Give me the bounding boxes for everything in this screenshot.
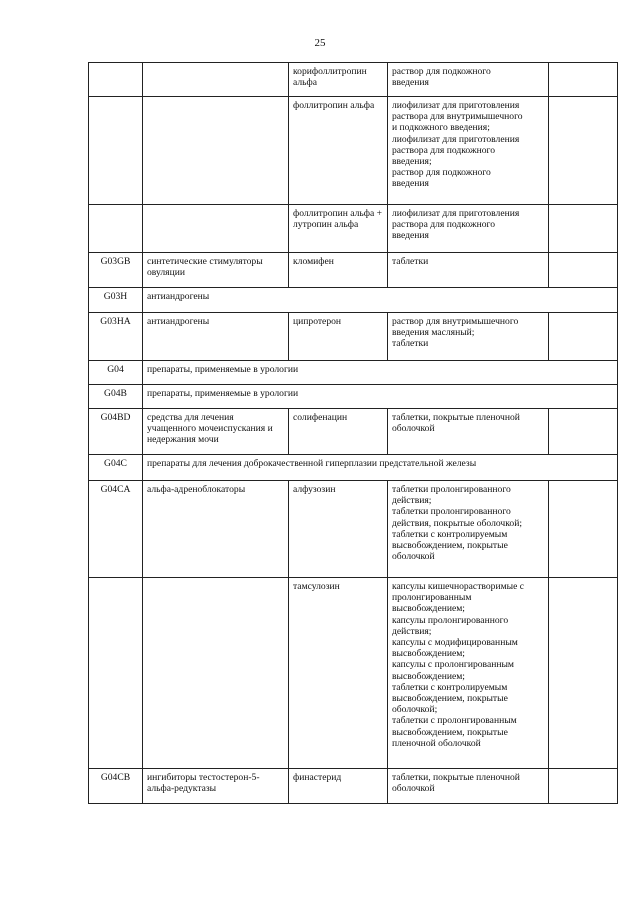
drug-name-cell: алфузозин: [289, 481, 388, 578]
dosage-form-line: оболочкой;: [392, 704, 438, 716]
dosage-form-line: таблетки: [392, 256, 429, 267]
page-number: 25: [314, 37, 326, 49]
dosage-form-line: высвобождением;: [392, 603, 465, 615]
dosage-form-cell: [388, 63, 549, 97]
atc-code-cell: [89, 63, 143, 97]
dosage-form-line: введения: [392, 77, 429, 89]
dosage-form-line: пролонгированным: [392, 592, 472, 604]
dosage-form-line: раствор для подкожного: [392, 167, 491, 179]
dosage-form-line: действия;: [392, 625, 432, 637]
dosage-form-line: капсулы кишечнорастворимые с: [392, 581, 525, 592]
table-row: [89, 63, 618, 97]
dosage-form-line: действия, покрытые оболочкой;: [392, 517, 523, 529]
dosage-form-line: таблетки с контролируемым: [392, 681, 508, 693]
dosage-form-cell: [388, 409, 549, 455]
drug-name-cell: корифоллитропин альфа: [289, 63, 388, 97]
group-name-cell: препараты, применяемые в урологии: [143, 385, 618, 409]
empty-cell: [549, 63, 618, 97]
empty-cell: [549, 769, 618, 804]
atc-code-cell: G03GB: [89, 253, 143, 288]
atc-code-cell: G03HA: [89, 313, 143, 361]
dosage-form-line: введения: [392, 230, 429, 242]
dosage-form-cell: [388, 769, 549, 804]
empty-cell: [549, 578, 618, 769]
empty-cell: [549, 205, 618, 253]
dosage-form-cell: [388, 578, 549, 769]
group-name-cell: средства для лечения учащенного мочеиспускания и недержания мочи: [143, 409, 289, 455]
dosage-form-cell: [388, 481, 549, 578]
dosage-form-line: таблетки: [392, 338, 429, 350]
dosage-form-line: и подкожного введения;: [392, 122, 490, 134]
empty-cell: [549, 409, 618, 455]
dosage-form-line: раствор для внутримышечного: [392, 316, 519, 327]
atc-code-cell: G04: [89, 361, 143, 385]
table-row: [89, 313, 618, 361]
drug-name-cell: финастерид: [289, 769, 388, 804]
group-name-cell: препараты для лечения доброкачественной гиперплазии предстательной железы: [143, 455, 618, 481]
dosage-form-line: раствора для подкожного: [392, 144, 496, 156]
table-row: [89, 481, 618, 578]
dosage-form-line: капсулы с пролонгированным: [392, 659, 515, 671]
drug-name-cell: тамсулозин: [289, 578, 388, 769]
atc-code-cell: G03H: [89, 288, 143, 313]
dosage-form-line: оболочкой: [392, 551, 435, 563]
dosage-form-cell: [388, 205, 549, 253]
atc-code-cell: [89, 205, 143, 253]
group-name-cell: синтетические стимуляторы овуляции: [143, 253, 289, 288]
group-name-cell: препараты, применяемые в урологии: [143, 361, 618, 385]
dosage-form-line: введения: [392, 178, 429, 190]
dosage-form-line: пленочной оболочкой: [392, 737, 481, 749]
dosage-form-line: лиофилизат для приготовления: [392, 100, 520, 111]
table-row: [89, 578, 618, 769]
atc-code-cell: G04B: [89, 385, 143, 409]
dosage-form-line: оболочкой: [392, 783, 435, 795]
atc-code-cell: G04CB: [89, 769, 143, 804]
dosage-form-line: высвобождением, покрытые: [392, 693, 508, 705]
table-row: [89, 288, 618, 313]
atc-code-cell: G04C: [89, 455, 143, 481]
empty-cell: [549, 313, 618, 361]
dosage-form-line: раствора для внутримышечного: [392, 111, 523, 123]
dosage-form-line: действия;: [392, 495, 432, 507]
dosage-form-line: таблетки, покрытые пленочной: [392, 412, 520, 423]
atc-code-cell: G04CA: [89, 481, 143, 578]
dosage-form-cell: [388, 313, 549, 361]
table-row: [89, 361, 618, 385]
dosage-form-line: введения масляный;: [392, 327, 475, 339]
group-name-cell: альфа-адреноблокаторы: [143, 481, 289, 578]
dosage-form-cell: [388, 97, 549, 205]
drug-name-cell: ципротерон: [289, 313, 388, 361]
dosage-form-line: лиофилизат для приготовления: [392, 133, 520, 145]
table-row: [89, 253, 618, 288]
atc-code-cell: [89, 578, 143, 769]
dosage-form-line: таблетки, покрытые пленочной: [392, 772, 520, 783]
table-row: [89, 409, 618, 455]
dosage-form-line: раствора для подкожного: [392, 219, 496, 231]
table-row: [89, 385, 618, 409]
dosage-form-line: таблетки с пролонгированным: [392, 715, 517, 727]
drug-name-cell: солифенацин: [289, 409, 388, 455]
dosage-form-line: капсулы пролонгированного: [392, 614, 509, 626]
dosage-form-line: высвобождением;: [392, 648, 465, 660]
dosage-form-line: высвобождением, покрытые: [392, 726, 508, 738]
dosage-form-line: высвобождением, покрытые: [392, 540, 508, 552]
dosage-form-cell: [388, 253, 549, 288]
atc-code-cell: G04BD: [89, 409, 143, 455]
drug-name-cell: кломифен: [289, 253, 388, 288]
table-row: [89, 455, 618, 481]
group-name-cell: [143, 205, 289, 253]
drug-table: [88, 62, 618, 804]
group-name-cell: [143, 97, 289, 205]
group-name-cell: [143, 578, 289, 769]
empty-cell: [549, 97, 618, 205]
group-name-cell: ингибиторы тестостерон-5-альфа-редуктазы: [143, 769, 289, 804]
empty-cell: [549, 253, 618, 288]
atc-code-cell: [89, 97, 143, 205]
dosage-form-line: оболочкой: [392, 423, 435, 435]
group-name-cell: [143, 63, 289, 97]
dosage-form-line: раствор для подкожного: [392, 66, 491, 77]
dosage-form-line: таблетки с контролируемым: [392, 528, 508, 540]
dosage-form-line: таблетки пролонгированного: [392, 484, 511, 495]
dosage-form-line: капсулы с модифицированным: [392, 637, 518, 649]
dosage-form-line: таблетки пролонгированного: [392, 506, 511, 518]
drug-name-cell: фоллитропин альфа + лутропин альфа: [289, 205, 388, 253]
group-name-cell: антиандрогены: [143, 313, 289, 361]
dosage-form-line: введения;: [392, 156, 432, 168]
table-row: [89, 769, 618, 804]
table-row: [89, 205, 618, 253]
group-name-cell: антиандрогены: [143, 288, 618, 313]
dosage-form-line: лиофилизат для приготовления: [392, 208, 520, 219]
table-row: [89, 97, 618, 205]
empty-cell: [549, 481, 618, 578]
drug-name-cell: фоллитропин альфа: [289, 97, 388, 205]
dosage-form-line: высвобождением;: [392, 670, 465, 682]
